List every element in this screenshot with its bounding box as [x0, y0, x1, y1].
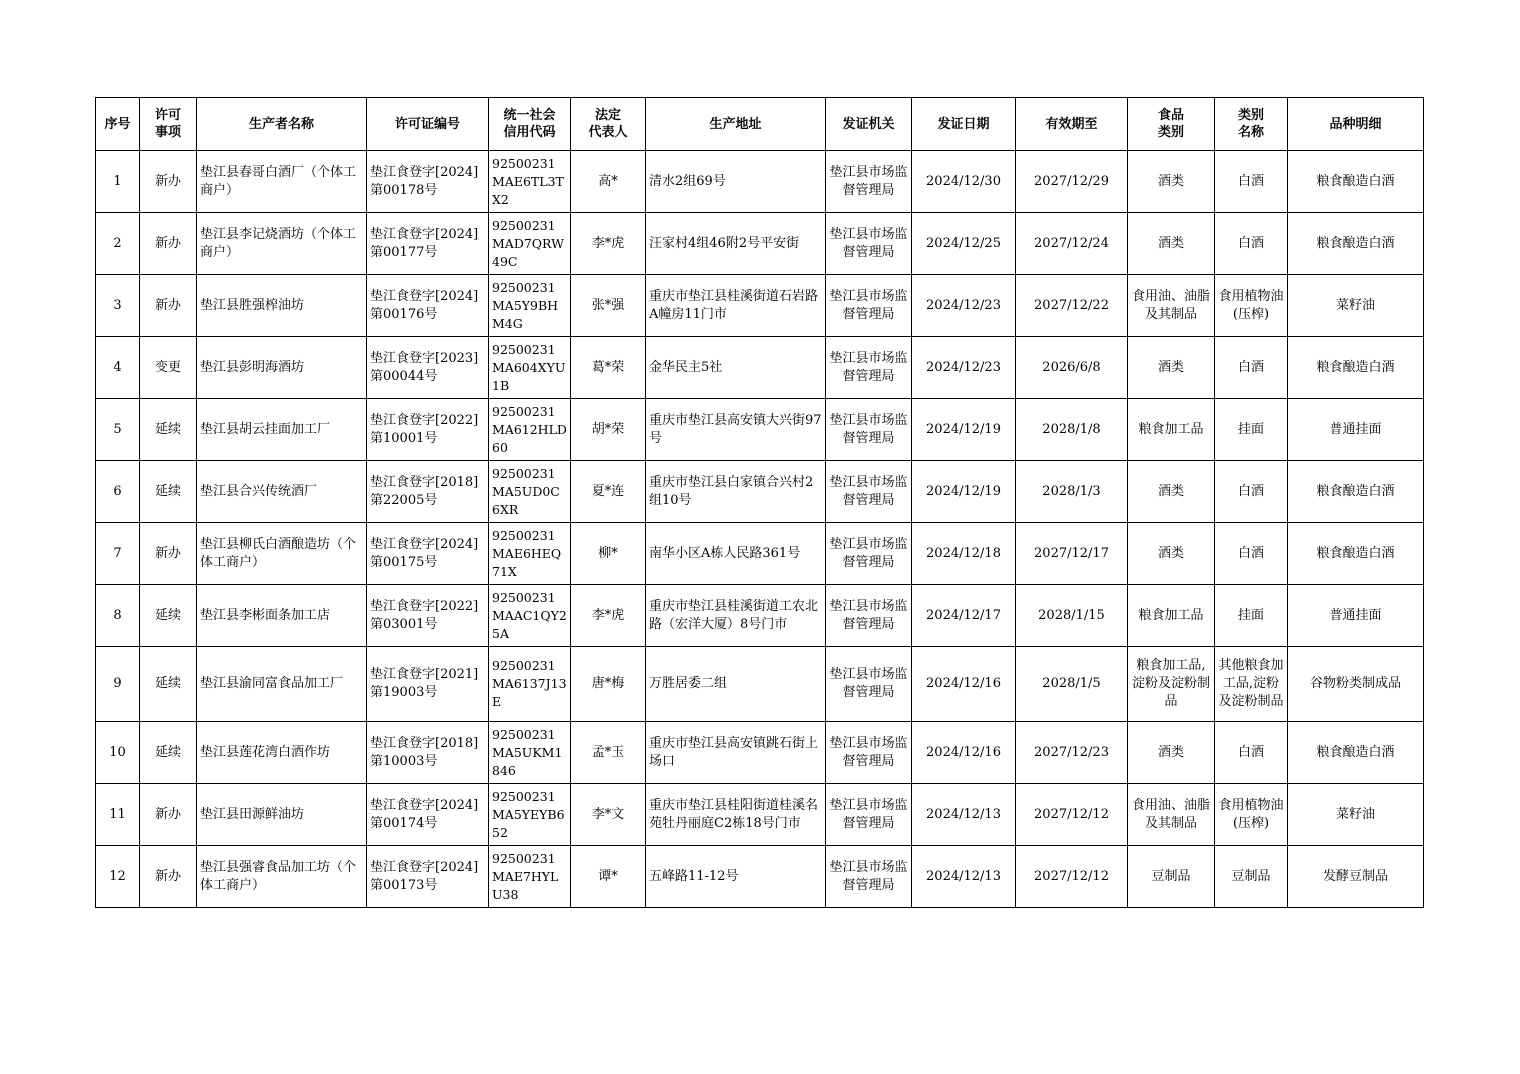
cell-authority: 垫江县市场监督管理局: [826, 399, 912, 461]
cell-authority: 垫江县市场监督管理局: [826, 846, 912, 908]
cell-issue-date: 2024/12/18: [912, 523, 1016, 585]
cell-variety: 普通挂面: [1288, 585, 1424, 647]
table-row: [96, 213, 1424, 275]
cell-authority: 垫江县市场监督管理局: [826, 151, 912, 213]
cell-class-name: 食用植物油(压榨): [1215, 784, 1288, 846]
cell-valid-until: 2028/1/5: [1016, 647, 1128, 722]
column-header-producer: 生产者名称: [197, 98, 367, 151]
cell-producer: 垫江县春哥白酒厂（个体工商户）: [197, 151, 367, 213]
cell-rep: 李*文: [571, 784, 646, 846]
cell-address: 清水2组69号: [646, 151, 826, 213]
cell-food-category: 粮食加工品: [1128, 399, 1215, 461]
cell-license: 垫江食登字[2024]第00173号: [367, 846, 489, 908]
cell-food-category: 食用油、油脂及其制品: [1128, 784, 1215, 846]
cell-food-category: 豆制品: [1128, 846, 1215, 908]
permit-table: [95, 97, 1424, 908]
cell-authority: 垫江县市场监督管理局: [826, 213, 912, 275]
cell-credit-code: 92500231MA5UKM1846: [489, 722, 571, 784]
cell-address: 金华民主5社: [646, 337, 826, 399]
cell-food-category: 酒类: [1128, 213, 1215, 275]
table-row: [96, 722, 1424, 784]
cell-type: 延续: [140, 585, 197, 647]
cell-no: 11: [96, 784, 140, 846]
cell-type: 变更: [140, 337, 197, 399]
cell-rep: 唐*梅: [571, 647, 646, 722]
cell-credit-code: 92500231MAD7QRW49C: [489, 213, 571, 275]
cell-class-name: 白酒: [1215, 461, 1288, 523]
cell-rep: 高*: [571, 151, 646, 213]
cell-issue-date: 2024/12/19: [912, 399, 1016, 461]
cell-valid-until: 2026/6/8: [1016, 337, 1128, 399]
cell-producer: 垫江县李彬面条加工店: [197, 585, 367, 647]
column-header-food-category: 食品 类别: [1128, 98, 1215, 151]
cell-producer: 垫江县胡云挂面加工厂: [197, 399, 367, 461]
cell-valid-until: 2028/1/15: [1016, 585, 1128, 647]
cell-issue-date: 2024/12/17: [912, 585, 1016, 647]
column-header-no: 序号: [96, 98, 140, 151]
cell-food-category: 粮食加工品: [1128, 585, 1215, 647]
cell-food-category: 酒类: [1128, 151, 1215, 213]
cell-class-name: 豆制品: [1215, 846, 1288, 908]
cell-no: 10: [96, 722, 140, 784]
cell-variety: 粮食酿造白酒: [1288, 337, 1424, 399]
cell-address: 万胜居委二组: [646, 647, 826, 722]
cell-producer: 垫江县莲花湾白酒作坊: [197, 722, 367, 784]
cell-credit-code: 92500231MA6137J13E: [489, 647, 571, 722]
cell-authority: 垫江县市场监督管理局: [826, 337, 912, 399]
table-row: [96, 523, 1424, 585]
cell-no: 3: [96, 275, 140, 337]
cell-rep: 张*强: [571, 275, 646, 337]
cell-credit-code: 92500231MAAC1QY25A: [489, 585, 571, 647]
cell-class-name: 白酒: [1215, 523, 1288, 585]
cell-variety: 粮食酿造白酒: [1288, 151, 1424, 213]
cell-credit-code: 92500231MAE6HEQ71X: [489, 523, 571, 585]
cell-address: 重庆市垫江县高安镇大兴街97号: [646, 399, 826, 461]
cell-authority: 垫江县市场监督管理局: [826, 275, 912, 337]
cell-class-name: 白酒: [1215, 213, 1288, 275]
cell-issue-date: 2024/12/19: [912, 461, 1016, 523]
cell-type: 新办: [140, 151, 197, 213]
column-header-valid-until: 有效期至: [1016, 98, 1128, 151]
cell-credit-code: 92500231MA5UD0C6XR: [489, 461, 571, 523]
cell-class-name: 白酒: [1215, 722, 1288, 784]
cell-no: 9: [96, 647, 140, 722]
column-header-type: 许可 事项: [140, 98, 197, 151]
cell-license: 垫江食登字[2018]第10003号: [367, 722, 489, 784]
column-header-address: 生产地址: [646, 98, 826, 151]
column-header-rep: 法定 代表人: [571, 98, 646, 151]
column-header-authority: 发证机关: [826, 98, 912, 151]
cell-rep: 葛*荣: [571, 337, 646, 399]
cell-authority: 垫江县市场监督管理局: [826, 523, 912, 585]
cell-variety: 菜籽油: [1288, 784, 1424, 846]
cell-license: 垫江食登字[2024]第00176号: [367, 275, 489, 337]
cell-class-name: 白酒: [1215, 151, 1288, 213]
cell-class-name: 其他粮食加工品,淀粉及淀粉制品: [1215, 647, 1288, 722]
column-header-variety: 品种明细: [1288, 98, 1424, 151]
cell-producer: 垫江县合兴传统酒厂: [197, 461, 367, 523]
cell-type: 新办: [140, 275, 197, 337]
table-row: [96, 275, 1424, 337]
cell-license: 垫江食登字[2024]第00174号: [367, 784, 489, 846]
table-header: [96, 98, 1424, 151]
cell-valid-until: 2027/12/12: [1016, 846, 1128, 908]
cell-type: 新办: [140, 846, 197, 908]
cell-valid-until: 2028/1/3: [1016, 461, 1128, 523]
cell-license: 垫江食登字[2018]第22005号: [367, 461, 489, 523]
cell-valid-until: 2027/12/24: [1016, 213, 1128, 275]
cell-producer: 垫江县渝同富食品加工厂: [197, 647, 367, 722]
table-row: [96, 585, 1424, 647]
cell-credit-code: 92500231MA604XYU1B: [489, 337, 571, 399]
cell-class-name: 挂面: [1215, 399, 1288, 461]
column-header-license: 许可证编号: [367, 98, 489, 151]
table-row: [96, 784, 1424, 846]
cell-address: 重庆市垫江县桂溪街道石岩路A幢房11门市: [646, 275, 826, 337]
cell-valid-until: 2027/12/12: [1016, 784, 1128, 846]
cell-producer: 垫江县彭明海酒坊: [197, 337, 367, 399]
header-row: [96, 98, 1424, 151]
table-row: [96, 337, 1424, 399]
cell-license: 垫江食登字[2022]第10001号: [367, 399, 489, 461]
cell-license: 垫江食登字[2023]第00044号: [367, 337, 489, 399]
cell-issue-date: 2024/12/30: [912, 151, 1016, 213]
cell-issue-date: 2024/12/16: [912, 722, 1016, 784]
table-row: [96, 151, 1424, 213]
cell-issue-date: 2024/12/13: [912, 784, 1016, 846]
cell-issue-date: 2024/12/23: [912, 275, 1016, 337]
cell-authority: 垫江县市场监督管理局: [826, 647, 912, 722]
cell-producer: 垫江县李记烧酒坊（个体工商户）: [197, 213, 367, 275]
cell-food-category: 酒类: [1128, 523, 1215, 585]
column-header-class-name: 类别 名称: [1215, 98, 1288, 151]
cell-credit-code: 92500231MA5Y9BHM4G: [489, 275, 571, 337]
cell-rep: 夏*连: [571, 461, 646, 523]
cell-valid-until: 2027/12/17: [1016, 523, 1128, 585]
cell-variety: 普通挂面: [1288, 399, 1424, 461]
cell-no: 8: [96, 585, 140, 647]
cell-variety: 粮食酿造白酒: [1288, 461, 1424, 523]
cell-type: 新办: [140, 784, 197, 846]
cell-valid-until: 2027/12/22: [1016, 275, 1128, 337]
cell-variety: 粮食酿造白酒: [1288, 722, 1424, 784]
cell-rep: 李*虎: [571, 585, 646, 647]
table-body: [96, 151, 1424, 908]
cell-authority: 垫江县市场监督管理局: [826, 585, 912, 647]
cell-rep: 李*虎: [571, 213, 646, 275]
cell-type: 延续: [140, 722, 197, 784]
cell-credit-code: 92500231MA612HLD60: [489, 399, 571, 461]
cell-class-name: 挂面: [1215, 585, 1288, 647]
cell-rep: 胡*荣: [571, 399, 646, 461]
cell-type: 新办: [140, 213, 197, 275]
cell-address: 重庆市垫江县桂阳街道桂溪名苑牡丹丽庭C2栋18号门市: [646, 784, 826, 846]
cell-type: 延续: [140, 647, 197, 722]
cell-food-category: 酒类: [1128, 461, 1215, 523]
cell-no: 7: [96, 523, 140, 585]
cell-producer: 垫江县胜强榨油坊: [197, 275, 367, 337]
cell-rep: 谭*: [571, 846, 646, 908]
cell-address: 汪家村4组46附2号平安街: [646, 213, 826, 275]
cell-producer: 垫江县柳氏白酒酿造坊（个体工商户）: [197, 523, 367, 585]
cell-variety: 粮食酿造白酒: [1288, 213, 1424, 275]
table-row: [96, 399, 1424, 461]
cell-issue-date: 2024/12/25: [912, 213, 1016, 275]
cell-valid-until: 2027/12/29: [1016, 151, 1128, 213]
cell-valid-until: 2028/1/8: [1016, 399, 1128, 461]
cell-no: 2: [96, 213, 140, 275]
cell-address: 五峰路11-12号: [646, 846, 826, 908]
cell-credit-code: 92500231MAE6TL3TX2: [489, 151, 571, 213]
cell-no: 5: [96, 399, 140, 461]
cell-issue-date: 2024/12/23: [912, 337, 1016, 399]
cell-issue-date: 2024/12/13: [912, 846, 1016, 908]
cell-no: 6: [96, 461, 140, 523]
cell-variety: 粮食酿造白酒: [1288, 523, 1424, 585]
cell-license: 垫江食登字[2024]第00177号: [367, 213, 489, 275]
cell-food-category: 食用油、油脂及其制品: [1128, 275, 1215, 337]
cell-type: 延续: [140, 399, 197, 461]
cell-class-name: 食用植物油(压榨): [1215, 275, 1288, 337]
cell-credit-code: 92500231MAE7HYLU38: [489, 846, 571, 908]
cell-type: 延续: [140, 461, 197, 523]
cell-food-category: 酒类: [1128, 722, 1215, 784]
cell-variety: 谷物粉类制成品: [1288, 647, 1424, 722]
cell-producer: 垫江县强睿食品加工坊（个体工商户）: [197, 846, 367, 908]
cell-food-category: 酒类: [1128, 337, 1215, 399]
cell-valid-until: 2027/12/23: [1016, 722, 1128, 784]
cell-address: 重庆市垫江县白家镇合兴村2组10号: [646, 461, 826, 523]
table-row: [96, 647, 1424, 722]
column-header-credit-code: 统一社会 信用代码: [489, 98, 571, 151]
cell-variety: 菜籽油: [1288, 275, 1424, 337]
cell-class-name: 白酒: [1215, 337, 1288, 399]
cell-address: 重庆市垫江县高安镇跳石街上场口: [646, 722, 826, 784]
cell-no: 12: [96, 846, 140, 908]
cell-variety: 发酵豆制品: [1288, 846, 1424, 908]
cell-authority: 垫江县市场监督管理局: [826, 784, 912, 846]
cell-rep: 孟*玉: [571, 722, 646, 784]
cell-no: 4: [96, 337, 140, 399]
cell-license: 垫江食登字[2024]第00175号: [367, 523, 489, 585]
cell-address: 南华小区A栋人民路361号: [646, 523, 826, 585]
cell-license: 垫江食登字[2022]第03001号: [367, 585, 489, 647]
table-row: [96, 461, 1424, 523]
cell-issue-date: 2024/12/16: [912, 647, 1016, 722]
cell-authority: 垫江县市场监督管理局: [826, 722, 912, 784]
cell-authority: 垫江县市场监督管理局: [826, 461, 912, 523]
cell-rep: 柳*: [571, 523, 646, 585]
table-row: [96, 846, 1424, 908]
cell-producer: 垫江县田源鲜油坊: [197, 784, 367, 846]
cell-credit-code: 92500231MA5YEYB652: [489, 784, 571, 846]
cell-no: 1: [96, 151, 140, 213]
cell-type: 新办: [140, 523, 197, 585]
cell-address: 重庆市垫江县桂溪街道工农北路（宏洋大厦）8号门市: [646, 585, 826, 647]
column-header-issue-date: 发证日期: [912, 98, 1016, 151]
cell-license: 垫江食登字[2021]第19003号: [367, 647, 489, 722]
cell-license: 垫江食登字[2024]第00178号: [367, 151, 489, 213]
cell-food-category: 粮食加工品,淀粉及淀粉制品: [1128, 647, 1215, 722]
